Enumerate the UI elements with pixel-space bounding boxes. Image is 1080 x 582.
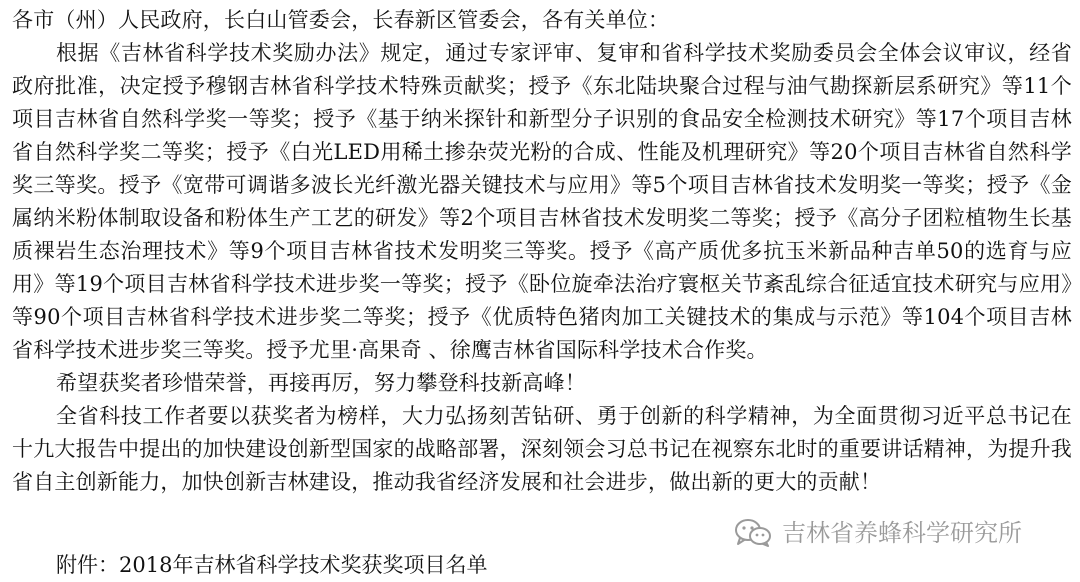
paragraph-call-to-action: 全省科技工作者要以获奖者为榜样，大力弘扬刻苦钻研、勇于创新的科学精神，为全面贯彻习近平总书记在十九大报告中提出的加快建设创新型国家的战略部署，深刻领会习总书记在视察东北时的重要讲话精神，为提升我省自主创新能力，加快创新吉林建设，推动我省经济发展和社会进步，做出新的更大的贡献！ (12, 404, 1072, 494)
document-body (12, 4, 1072, 499)
attachment-line: 附件：2018年吉林省科学技术奖获奖项目名单 (56, 553, 488, 577)
paragraph-encouragement: 希望获奖者珍惜荣誉，再接再厉，努力攀登科技新高峰！ (56, 371, 586, 395)
watermark-text: 吉林省养蜂科学研究所 (782, 519, 1022, 547)
wechat-icon (734, 518, 772, 548)
wechat-watermark (730, 518, 1026, 548)
paragraph-award-decision: 根据《吉林省科学技术奖励办法》规定，通过专家评审、复审和省科学技术奖励委员会全体会议审议，经省政府批准，决定授予穆钢吉林省科学技术特殊贡献奖；授予《东北陆块聚合过程与油气勘探新层系研究》等11个项目吉林省自然科学奖一等奖；授予《基于纳米探针和新型分子识别的食品安全检测技术研究》等17个项目吉林省自然科学奖二等奖；授予《白光LED用稀土掺杂荧光粉的合成、性能及机理研究》等20个项目吉林省自然科学奖三等奖。授予《宽带可调谐多波长光纤激光器关键技术与应用》等5个项目吉林省技术发明奖一等奖；授予《金属纳米粉体制取设备和粉体生产工艺的研发》等2个项目吉林省技术发明奖二等奖；授予《高分子团粒植物生长基质裸岩生态治理技术》等9个项目吉林省技术发明奖三等奖。授予《高产质优多抗玉米新品种吉单50的选育与应用》等19个项目吉林省科学技术进步奖一等奖；授予《卧位旋牵法治疗寰枢关节紊乱综合征适宜技术研究与应用》等90个项目吉林省科学技术进步奖二等奖；授予《优质特色猪肉加工关键技术的集成与示范》等104个项目吉林省科学技术进步奖三等奖。授予尤里·高果奇 、徐鹰吉林省国际科学技术合作奖。 (12, 41, 1072, 362)
salutation: 各市（州）人民政府，长白山管委会，长春新区管委会，各有关单位： (12, 8, 670, 32)
